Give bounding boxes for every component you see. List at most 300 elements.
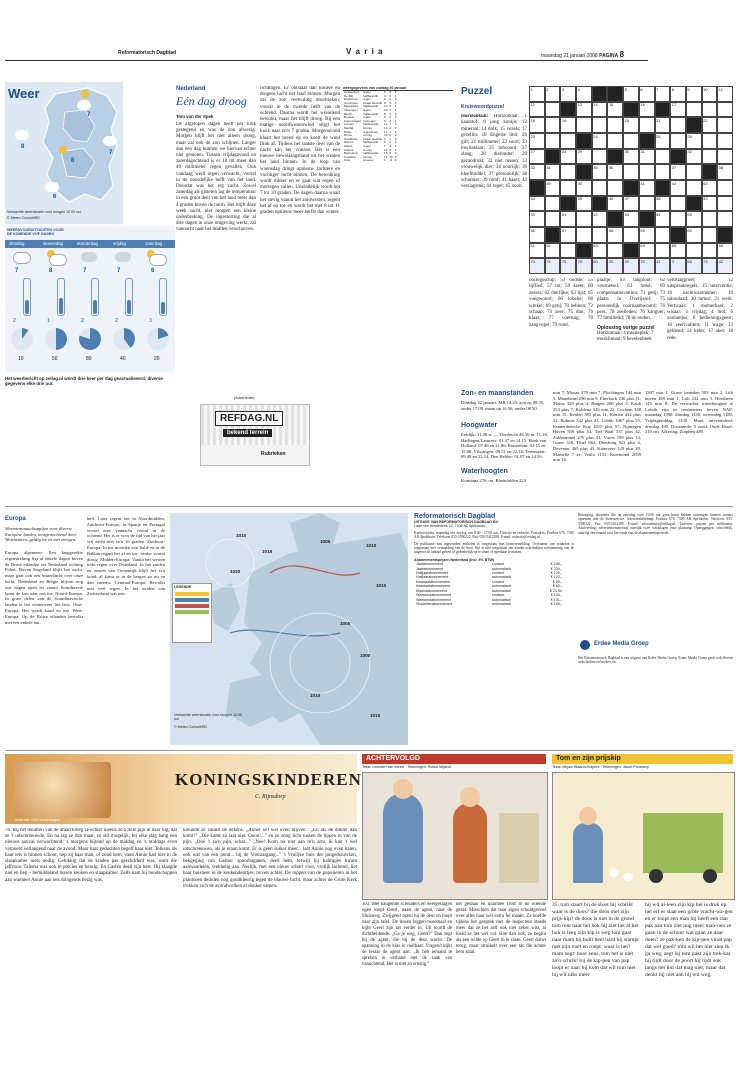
table-cell: halfbewolkt [363,140,379,145]
table-cell: 3 [384,136,386,141]
crossword-cell[interactable]: 40 [576,180,592,196]
crossword-cell[interactable] [607,117,623,133]
crossword-cell[interactable]: 7 [655,86,671,102]
table-cell: 6 [389,133,392,138]
colophon-text1: Kantoortijden: maandag t/m vrijdag van 8.00 - 17.00 uur. Directie en redactie: Postadres: Postbus 670, 7300 AR Apeldoorn. Telefoon: 055-5390222. Fax: 055-5412288. E-mail: redactie@refdag.nl [414,530,574,540]
table-cell: 1 [394,104,397,109]
crossword-cell[interactable]: 55 [686,211,702,227]
erdee-text: Het Reformatorisch Dagblad is een uitgave van Erdee Media Groep. Erdee Media Groep geeft ook diverse tijdschriften en boeken uit. [578,656,733,665]
europa-lead: Warmtemaatschappijen voor diverse Europese landen, morgenochtend door Westbemees, geldig tot en met morgen. [5,526,77,543]
crossword-cell[interactable]: 22 [702,117,718,133]
forecast-note: Verwachte weersituatie voor morgen 12.00 uur [7,210,82,214]
ad-tagline: bekend terrein [223,429,272,437]
colophon [414,513,574,606]
crossword-cell[interactable] [560,164,576,180]
table-cell: 11 [384,129,388,134]
crossword-cell[interactable] [545,196,561,212]
table-cell: 10 [384,107,388,112]
crossword-cell[interactable]: 30 [623,149,639,165]
crossword-cell[interactable] [702,243,718,259]
crossword-cell [560,196,576,212]
table-cell: halfbewolkt [363,151,379,156]
crossword-cell[interactable] [717,180,733,196]
table-cell: -3 [389,158,393,163]
table-cell: regen [363,90,371,94]
table-cell: contant [491,579,504,584]
crossword-cell[interactable]: 29 [576,149,592,165]
crossword-cell[interactable]: 24 [592,133,608,149]
table-cell: 16 [384,154,388,159]
crossword-cell [670,227,686,243]
crossword-cell[interactable]: 34 [545,164,561,180]
crossword-cell [576,133,592,149]
table-cell: 1 [384,158,386,163]
crossword-cell[interactable] [702,102,718,118]
map-legend [172,583,212,643]
strip2-title: Tom en zijn prijskip [556,755,621,762]
crossword-cell[interactable]: 26 [686,133,702,149]
crossword-cell[interactable] [560,243,576,259]
crossword-cell[interactable] [545,102,561,118]
table-cell: 3 [389,143,392,148]
crossword-cell[interactable]: 13 [576,102,592,118]
crossword-cell[interactable]: 33 [529,164,545,180]
table-cell: contant [491,593,504,598]
table-cell: 8 [384,100,386,105]
figure-head [460,787,480,807]
max-temp: 7 [83,268,87,274]
table-cell: 14 [384,147,388,152]
table-cell: Groningen [344,100,359,105]
crossword-cell[interactable] [560,133,576,149]
table-cell: regenbuien [363,129,379,134]
section-name: V a r i a [346,47,384,56]
crossword-cell[interactable]: 45 [576,196,592,212]
table-cell: € 156,- [550,601,562,606]
crossword-cell [545,149,561,165]
crossword-cell[interactable] [717,196,733,212]
strip2-credit: Tekst: Mirjam Blaauw-Kuipers · Tekeningen: Jacob Ponsdorp [552,765,649,769]
max-temp: 6 [151,268,155,274]
erdee-logo: Erdee Media Groep [594,641,649,647]
table-cell: zonnig [363,125,372,130]
crossword-cell[interactable] [545,211,561,227]
crossword-cell[interactable] [686,243,702,259]
table-cell: Wenen [344,140,354,145]
table-cell: automatisch [491,601,512,606]
crossword-cell[interactable]: 2 [545,86,561,102]
table-cell: 4 [394,158,397,163]
table-cell: 0 [394,140,397,145]
story-banner [5,754,362,824]
table-cell: Londen [344,122,355,127]
table-cell: 4 [389,118,392,123]
weather-title: Weer [8,86,40,101]
cloud-icon [77,100,91,110]
ad-rubric: Rubrieken [261,451,286,457]
table-cell: 5 [389,100,392,105]
table-cell: Oslo [344,158,351,163]
figure-agent [383,793,423,883]
table-cell: Zürich [344,143,353,148]
puzzle-clues-col4: veldslaggroet; 12 uitspraakregels; 15 interventie; 16 nachtwaarnemer; 19 salondaad; 20 tumor; 21 werk. Verticaal: 1 roomerhaal; 2 wisaar; 3 vrijdag; 4 mol; 6 zoolantjes; 8 bedieningsgeest; 10 zeerivaliteit; 11 wage; 13 geldend; 14 keter; 17 aker; 18 rede. [667,278,733,341]
table-cell: 6 [384,140,386,145]
crossword-cell[interactable]: 14 [592,102,608,118]
table-cell: € 125,- [550,571,562,576]
crossword-cell[interactable] [607,180,623,196]
cloud-icon [15,130,29,140]
table-cell: 2 [389,140,392,145]
ad-brand: REFDAG.NL [215,411,283,426]
crossword-cell[interactable] [655,227,671,243]
crossword-cell[interactable]: 50 [529,211,545,227]
crossword-cell[interactable]: 21 [655,117,671,133]
crossword-cell: 75 [560,258,576,274]
day-label: dinsdag [9,241,25,246]
article-col2: richtingen. Er ontstaat dan kouere en drogere lucht het land binnen. Morgen zal de zon veelvuldig doorbreken, vooral in de zwerde helft van de ochtend. Daarna wordt het wisselend bewolkt, maar het blijft droog. Bij een matige noordwestenwind stijgt het kwik naar zo'n 7 graden. Morgenavond klaart het breed op en koelt de wind flink af. Tijdens het laatste deel van de nacht kan het vriezen. Het is een nieuwe bewolkingsband uit het westen het land binnen. In de loop van woensdag dringt opnieuw zachtere en vochtiger lucht binnen. De bewolking wordt dikker en er gaat wat regen of motregen vallen. Uiteindelijk wordt het 7 tot 10 graden. De dagen daarna waait het stevig vanuit het zuidwesten, regent het af en toe en wordt het met 8 tot 11 graden opnieuw meer herfst dan winter. [260,86,340,216]
crossword-cell[interactable]: 4 [576,86,592,102]
table-cell: 8 [384,111,386,116]
puzzle-title: Puzzel [461,86,493,97]
table-cell: Parijs [344,129,352,134]
section-rule [5,506,733,507]
crossword-cell[interactable] [592,117,608,133]
table-cell: halfbewolkt [363,122,379,127]
crossword-cell[interactable] [717,149,733,165]
crossword-cell[interactable]: 59 [639,227,655,243]
table-cell: 6 [389,90,392,94]
crossword-cell[interactable] [655,243,671,259]
map-temp: 7 [109,150,113,156]
crossword-cell[interactable]: 66 [717,243,733,259]
waterhoogten-title: Waterhoogten [461,468,508,475]
rain-chance: 20 [154,356,160,362]
table-cell: 9 [384,115,386,120]
table-cell: Eindhoven [344,97,359,102]
weather-outlook [5,226,175,372]
crossword-cell[interactable]: 46 [607,196,623,212]
crossword-cell [639,133,655,149]
min-temp: 2 [13,318,16,324]
crossword-cell[interactable] [607,133,623,149]
crossword-cell[interactable]: 44 [529,196,545,212]
crossword-cell[interactable]: 36 [607,164,623,180]
crossword-cell[interactable]: 38 [717,164,733,180]
hoogwater-title: Hoogwater [461,422,498,429]
crossword-cell[interactable]: 1 [529,86,545,102]
figure-head [393,779,413,799]
crossword-cell[interactable] [592,227,608,243]
strip1-header [362,754,546,764]
strip1-credit: Tekst: Leendert van Wezel · Tekeningen: Roelof Mijland [362,765,451,769]
crossword-cell[interactable] [592,180,608,196]
table-cell: zwaar bewolkt [363,100,383,105]
min-temp: 2 [115,318,118,324]
europe-map-note: Verwachte weersituatie voor morgen 12.00 uur [174,713,243,722]
crossword-cell[interactable]: 58 [607,227,623,243]
crossword-cell[interactable] [639,117,655,133]
rain-chance: 80 [86,356,92,362]
crossword-cell[interactable]: 3 [560,86,576,102]
table-cell: € 245,- [550,562,562,567]
crossword-cell[interactable]: 18 [529,117,545,133]
crossword-cell[interactable] [670,196,686,212]
ad-banner[interactable] [200,404,310,466]
article-headline: Eén dag droog [176,94,247,108]
table-cell: Rome [344,133,353,138]
crossword-cell[interactable] [717,211,733,227]
table-cell: € 63,- [552,584,562,589]
table-cell: Kopenhagen [344,118,362,123]
crossword-cell: 3 [670,258,686,274]
crossword-cell: 70 [639,258,655,274]
table-cell: Jaarabonnement [416,562,443,567]
crossword-cell[interactable]: 56 [529,227,545,243]
crossword-cell[interactable]: 65 [670,243,686,259]
map-temp: 7 [87,112,91,118]
colophon-logo: Reformatorisch Dagblad [414,513,496,520]
strip2-header [552,754,733,764]
crossword-cell[interactable]: 17 [670,102,686,118]
crossword-cell[interactable] [655,164,671,180]
crossword-cell[interactable]: 27 [529,149,545,165]
outlook-title: WEERSVOORUITZICHTEN VOOR DE KOMENDE VIJF DAGEN [7,228,64,237]
crossword-cell[interactable] [623,133,639,149]
crossword-cell [623,243,639,259]
table-cell: 3 [394,97,397,102]
table-cell: 6 [394,100,397,105]
table-cell: Lissabon [344,154,357,159]
europa-col2: heft. Later regent het in Noordmidden. Zuidwest-Europa: In Spanje en Portugal vooral zon, vannacht vooral in de ochtend. Het is er voor de tijd van het jaar vrij zacht met zo'n 16 graden. Zuidoost-Europa: In het noorden van Italië en in de Balkan regent het af en toe, verder vooral droog. Midden-Europa: Vanuit het westen trekt regen over Duitsland. In het zuiden en oosten van Oostenrijk blijft het vrij koud, al komt er in de bergen zo nu en dan sneeuw. Centraal-Europa: Bewolkt met veel regen. In het zuiden van Zwitserland wat zon. [87,516,165,597]
crossword-cell[interactable]: 37 [670,164,686,180]
crossword-cell[interactable]: 31 [639,149,655,165]
crossword-cell[interactable] [702,227,718,243]
crossword-cell: 56 [686,258,702,274]
article-col1: De afgelopen dagen heeft het flink gestegend en was de zon afwezig. Morgen blijft het niet alleen droog, maar zal ook de zon schijnen. Langer dan een dag kunnen we hiervan echter niet genieten. Tussen vrijdagavond en zaterdagochtend is er 10 tot meer dan 40 millimeter regen gevallen. Ook vandaag werd regen verwacht, vooral in de noordelijke helft van het land. Doordat was het erg zacht. Zowel zaterdag als gisteren lag de temperatuur in een groot deel van het land meer dan 4 graden boven de norm. Het blijft deze week zacht, niet morgen een kleine onderbreking. De ingestorting die al drie dagen in onze omgeving werkt, zal vannacht naar het midden verschuiven. [176,122,256,233]
rain-cloud-icon [115,252,131,262]
crossword-cell[interactable] [717,133,733,149]
table-cell: € 131,- [550,597,562,602]
crossword-cell[interactable] [623,227,639,243]
table-cell: 1 [394,118,397,123]
crossword-cell[interactable]: 61 [529,243,545,259]
table-cell: 7 [389,107,392,112]
max-temp: 7 [117,268,121,274]
sun-icon [81,90,89,98]
crossword-cell[interactable]: 54 [655,211,671,227]
crossword-cell[interactable] [702,211,718,227]
crossword-cell[interactable]: 41 [639,180,655,196]
table-cell: Maastricht [344,104,358,109]
table-cell: Halfjaarabonnement [416,571,449,576]
crossword-cell: 74 [545,258,561,274]
crossword-cell[interactable] [592,149,608,165]
crossword-cell[interactable] [670,211,686,227]
crossword-cell: 11 [655,258,671,274]
weather-data-table [343,86,453,163]
crossword-cell[interactable]: 48 [655,196,671,212]
crossword-cell[interactable] [576,227,592,243]
crossword-cell[interactable]: 20 [623,117,639,133]
map-temp: 8 [71,158,75,164]
crossword-cell[interactable] [670,117,686,133]
crossword-cell[interactable]: 51 [560,211,576,227]
crossword-cell: 22 [623,258,639,274]
crossword-cell[interactable]: 6 [639,86,655,102]
crossword-cell [592,196,608,212]
weather-table [343,91,397,163]
table-cell: Amsterdam [344,90,360,94]
crossword-cell[interactable]: 10 [702,86,718,102]
table-cell: Athene [344,147,354,152]
thermometer [159,278,167,316]
table-cell: € 134,- [550,593,562,598]
crossword-cell[interactable]: 47 [623,196,639,212]
crossword-cell[interactable] [639,196,655,212]
crossword-cell[interactable]: 9 [686,86,702,102]
crossword-cell[interactable] [623,164,639,180]
strip1-text2: het gedaan en daarmee Dolf in de ellende gezet. Misschien dat haar eigen schuldgevoel over alles haar wel extra fel maakt. Ze hoefde tijdens het gesprek met de inspecteur steeds meer dat ze het zelf ook niet zeker wist, al hield ze het wel vol. Hoe dan ook, ze begint als een wilde op Geert in te slaan. Geert duiwt terug, maar struikelt over een tas die achter hem staat. [456,902,546,955]
thermometer [57,278,65,316]
crossword-cell[interactable] [576,117,592,133]
crossword-cell[interactable]: 42 [670,180,686,196]
legend-swatch [175,598,209,602]
europe-map-copyright: © Meteo Consult/RD [174,725,208,729]
crossword-cell[interactable] [670,133,686,149]
crossword-cell[interactable]: 28 [560,149,576,165]
rain-chance-pie [147,328,169,350]
crossword-cell [717,227,733,243]
table-cell: 7 [389,129,392,134]
crossword-cell[interactable] [686,180,702,196]
thermometer [23,278,31,316]
crossword-cell[interactable] [607,243,623,259]
crossword-cell[interactable]: 16 [639,102,655,118]
pressure-label: 1015 [262,549,273,554]
crossword-cell[interactable]: 39 [545,180,561,196]
table-cell: zonnig [363,133,372,138]
puzzle-clues-col1: Horizontaal: Horizontaal: 1 kaasstof; 6 jong konijn; 12 mineraal; 14 dolk; 15 vezels; 17 gezellin; 18 Engelse titel; 20 gift; 21 millimeter; 22 soort; 23 inwisselaar; 25 lidwoord; 27 slang; 28 dieronder; 29 gezandrukt; 32 niet tussen; 33 vrouwelijk dier; 34 noorlijk; 36 kleefmiddel; 37 persoonlijk; 38 scharnier; 39 nimf; 41 haast; 43 verslagstuk; 44 regel; 45 nooit. [461,114,527,190]
crossword-cell[interactable]: 53 [623,211,639,227]
table-cell: zonnig [363,147,372,152]
rain-chance: 50 [52,356,58,362]
table-cell: Barcelona [344,151,358,156]
crossword-cell[interactable]: 64 [639,243,655,259]
table-cell: regen [363,143,371,148]
table-cell: 4 [394,93,397,98]
door [499,813,539,883]
crossword-cell[interactable] [545,117,561,133]
europe-map [170,513,408,745]
crossword-grid[interactable] [529,86,733,274]
crossword-cell[interactable]: 35 [592,164,608,180]
min-temp: 3 [149,318,152,324]
crossword-cell[interactable]: 43 [702,180,718,196]
table-cell: 9 [384,93,386,98]
crossword-cell[interactable]: 60 [686,227,702,243]
day-label: vrijdag [113,241,126,246]
crossword-cell[interactable]: 15 [607,102,623,118]
table-cell: 6 [389,93,392,98]
table-cell: halfbewolkt [363,93,379,98]
pressure-label: 1010 [236,533,247,538]
crossword-cell [529,180,545,196]
crossword-cell[interactable]: 19 [560,117,576,133]
colophon-sub: UITGAVE VAN REFORMATORISCH DAGBLAD BV [414,520,498,524]
colophon-address: Laan van Westenenk 12, 7336 AZ Apeldoorn [414,524,486,529]
abon-table [414,562,564,606]
pressure-label: 1010 [376,583,387,588]
min-temp: 2 [81,318,84,324]
crossword-cell [639,211,655,227]
table-cell: 9 [384,90,386,94]
table-cell: automatisch [491,588,512,593]
crossword-cell[interactable] [576,211,592,227]
rain-chance-pie [11,328,33,350]
farm-truck [643,813,723,873]
cloud-icon [13,252,31,264]
figure-head [579,807,597,825]
crossword-cell[interactable]: 52 [592,211,608,227]
crossword-cell[interactable] [655,149,671,165]
crossword-cell[interactable]: 5 [623,86,639,102]
crossword-cell[interactable] [717,102,733,118]
crossword-cell[interactable] [686,164,702,180]
crossword-cell[interactable]: 11 [717,86,733,102]
table-cell: regen [363,97,371,102]
table-cell: 11 [384,122,388,127]
crossword-cell[interactable] [545,133,561,149]
rain-chance-pie [79,328,101,350]
chicken-icon [623,873,633,881]
crossword-cell[interactable]: 23 [529,133,545,149]
table-cell: 9 [384,97,386,102]
crossword-cell[interactable] [639,164,655,180]
paper-name: Reformatorisch Dagblad [118,50,177,56]
crossword-cell[interactable] [717,117,733,133]
erdee-logo-icon [580,640,590,650]
legend-swatch [175,610,209,614]
crossword-cell[interactable] [702,149,718,165]
crossword-cell[interactable]: 32 [686,149,702,165]
crossword-cell[interactable]: 25 [655,133,671,149]
crossword-cell[interactable]: 63 [592,243,608,259]
table-cell: Jaarabonnement [416,566,443,571]
puzzle-clues-col2: oorlogsschip; 53 oudste; 55 lijflied; 57 tot; 59 kreet; 60 zeevis; 62 dierlijke; 63 lijst; 65 voegwoord; 66 lobelie; 68 winkel; 69 getij; 70 hebben; 72 schaap; 73 zeer; 75 dun; 76 klaas; 77 voertuig; 78 zangvogel; 79 rund. [529,278,593,328]
day-label: woensdag [43,241,64,246]
crossword-cell[interactable]: 62 [545,243,561,259]
header-date: maandag 21 januari 2008 PAGINA 8 [541,50,625,59]
pressure-label: 1010 [366,543,377,548]
table-cell: 2 [394,115,397,120]
story-author: C. Rijnsdorp [255,794,286,800]
map-temp: 8 [21,144,25,150]
crossword-cell[interactable]: 12 [529,102,545,118]
table-cell: 7 [389,122,392,127]
crossword-cell[interactable]: 49 [702,196,718,212]
table-cell: motregen [363,118,376,123]
crossword-cell[interactable] [686,102,702,118]
crossword-cell[interactable] [702,133,718,149]
crossword-cell[interactable] [560,180,576,196]
table-cell: 0 [394,133,397,138]
table-cell: Studentenabonnement [416,601,453,606]
crossword-cell [607,149,623,165]
crossword-cell[interactable]: 57 [560,227,576,243]
figure-tom [573,823,603,883]
wheel [649,869,663,883]
crossword-cell[interactable]: 8 [670,86,686,102]
